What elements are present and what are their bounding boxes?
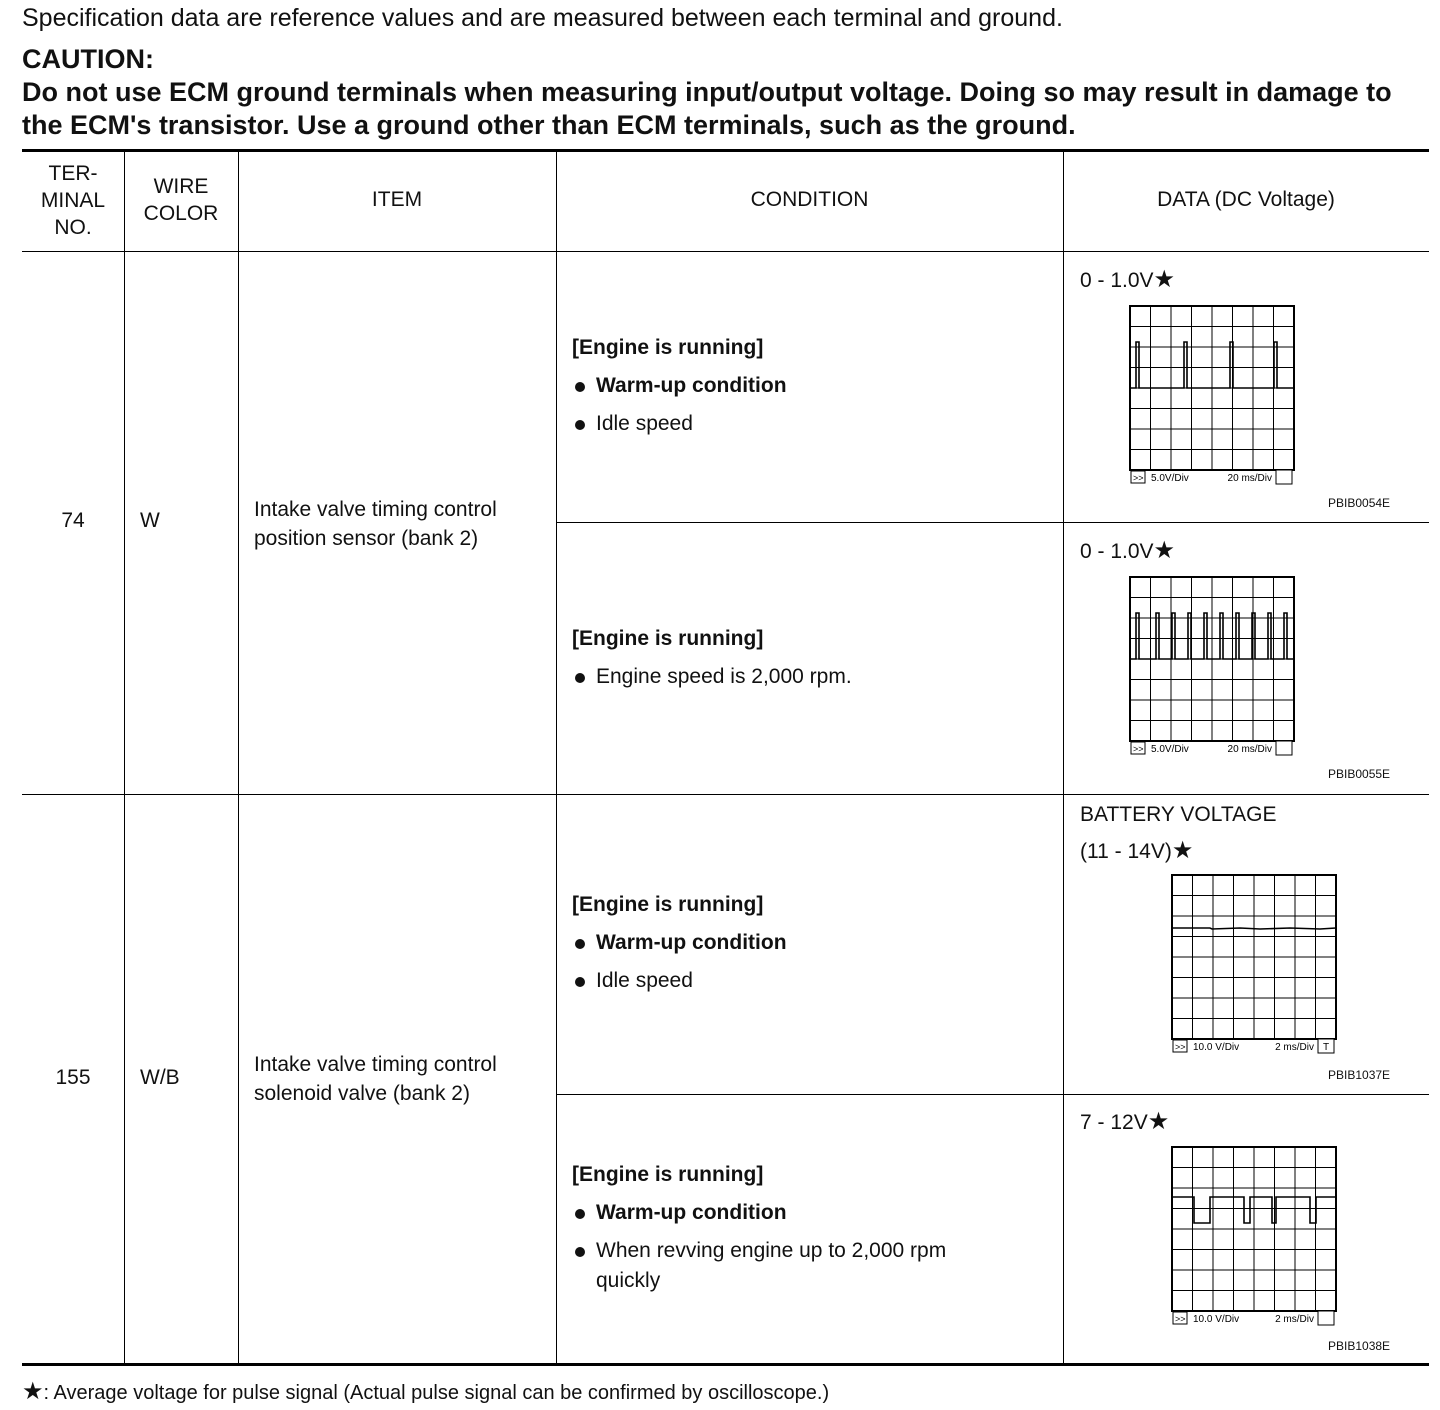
item-line: position sensor (bank 2) [254, 527, 479, 550]
header-data: DATA (DC Voltage) [1157, 188, 1335, 211]
scope-range-icon-glyph: >> [1175, 1042, 1186, 1052]
voltage-value: 0 - 1.0V [1080, 540, 1154, 563]
voltage-value: 7 - 12V [1080, 1111, 1148, 1134]
header-text: WIRE [153, 175, 209, 198]
star-icon: ★ [1153, 537, 1176, 564]
header-text: COLOR [143, 202, 219, 225]
item-line: solenoid valve (bank 2) [254, 1082, 470, 1105]
item-line: Intake valve timing control [254, 1053, 497, 1076]
scope-range-icon-glyph: >> [1133, 744, 1144, 754]
condition-bullet: Warm-up condition [572, 928, 787, 958]
star-icon: ★ [1171, 837, 1194, 864]
wire-color: W/B [140, 1066, 180, 1089]
condition-bullet: Engine speed is 2,000 rpm. [572, 662, 852, 692]
header-wire-color [124, 173, 238, 227]
scope-trigger-box [1276, 741, 1292, 755]
condition-block [572, 890, 787, 996]
condition-bullet [572, 1236, 946, 1296]
data-value [1080, 1104, 1169, 1141]
scope-trigger-box [1318, 1311, 1334, 1325]
header-condition: CONDITION [750, 188, 869, 211]
star-icon: ★ [22, 1378, 44, 1405]
scope-trigger-tag: T [1322, 1042, 1330, 1053]
cond-divider [556, 522, 1429, 523]
scope-time-div: 2 ms/Div [1275, 1314, 1314, 1325]
scope-volt-div: 10.0 V/Div [1193, 1314, 1240, 1325]
star-icon: ★ [1153, 266, 1176, 293]
header-item: ITEM [371, 188, 423, 211]
data-value [1080, 533, 1175, 570]
oscilloscope-waveform [1128, 304, 1296, 486]
col-divider [124, 151, 125, 1364]
scope-time-div: 20 ms/Div [1227, 473, 1272, 484]
oscilloscope-waveform [1170, 873, 1338, 1055]
header-text: TER- [48, 162, 98, 185]
terminal-no: 74 [61, 509, 85, 532]
scope-trigger-box [1276, 470, 1292, 484]
caution-body: Do not use ECM ground terminals when measuring input/output voltage. Doing so may result in damage to the ECM's transistor. Use a ground other than ECM terminals, such as the ground. [22, 77, 1392, 140]
scope-volt-div: 5.0V/Div [1151, 744, 1189, 755]
oscilloscope-waveform [1170, 1145, 1338, 1327]
condition-title: [Engine is running] [572, 627, 764, 650]
condition-bullet: Idle speed [572, 409, 787, 439]
condition-block [572, 624, 852, 692]
scope-volt-div: 10.0 V/Div [1193, 1042, 1240, 1053]
star-icon: ★ [1147, 1108, 1170, 1135]
col-divider [238, 151, 239, 1364]
header-text: NO. [54, 216, 92, 239]
oscilloscope-waveform [1128, 575, 1296, 757]
cond-divider [556, 1094, 1429, 1095]
item-line: Intake valve timing control [254, 498, 497, 521]
data-value [1080, 797, 1276, 870]
item-description [254, 1050, 497, 1108]
header-text: MINAL [40, 189, 106, 212]
figure-code: PBIB0055E [1328, 767, 1391, 781]
scope-volt-div: 5.0V/Div [1151, 473, 1189, 484]
scope-range-icon-glyph: >> [1175, 1314, 1186, 1324]
voltage-value: 0 - 1.0V [1080, 269, 1154, 292]
terminal-no: 155 [55, 1066, 91, 1089]
scope-time-div: 20 ms/Div [1227, 744, 1272, 755]
condition-bullet-text: quickly [596, 1269, 661, 1292]
item-description [254, 495, 497, 553]
table-bottom-rule [22, 1363, 1429, 1366]
row-divider [22, 794, 1429, 795]
condition-block [572, 1160, 946, 1296]
voltage-value: (11 - 14V) [1080, 840, 1172, 863]
condition-bullet: Idle speed [572, 966, 787, 996]
col-divider [556, 151, 557, 1364]
condition-title: [Engine is running] [572, 1163, 764, 1186]
condition-title: [Engine is running] [572, 893, 764, 916]
condition-block [572, 333, 787, 439]
header-divider [22, 251, 1429, 252]
voltage-value: BATTERY VOLTAGE [1080, 803, 1277, 826]
header-terminal-no [22, 160, 124, 241]
col-divider [1063, 151, 1064, 1364]
scope-time-div: 2 ms/Div [1275, 1042, 1314, 1053]
scope-range-icon-glyph: >> [1133, 473, 1144, 483]
condition-bullet-text: When revving engine up to 2,000 rpm [596, 1239, 947, 1262]
data-value [1080, 262, 1175, 299]
intro-text: Specification data are reference values and are measured between each terminal and ground. [22, 4, 1063, 32]
figure-code: PBIB1038E [1328, 1339, 1391, 1353]
caution-heading: CAUTION: [22, 44, 154, 74]
table-top-rule [22, 149, 1429, 152]
figure-code: PBIB0054E [1328, 496, 1391, 510]
condition-bullet: Warm-up condition [572, 1198, 946, 1228]
wire-color: W [140, 509, 160, 532]
condition-title: [Engine is running] [572, 336, 764, 359]
footnote-text: : Average voltage for pulse signal (Actual pulse signal can be confirmed by oscilloscope.) [43, 1382, 830, 1404]
footnote [22, 1377, 829, 1406]
figure-code: PBIB1037E [1328, 1068, 1391, 1082]
condition-bullet: Warm-up condition [572, 371, 787, 401]
